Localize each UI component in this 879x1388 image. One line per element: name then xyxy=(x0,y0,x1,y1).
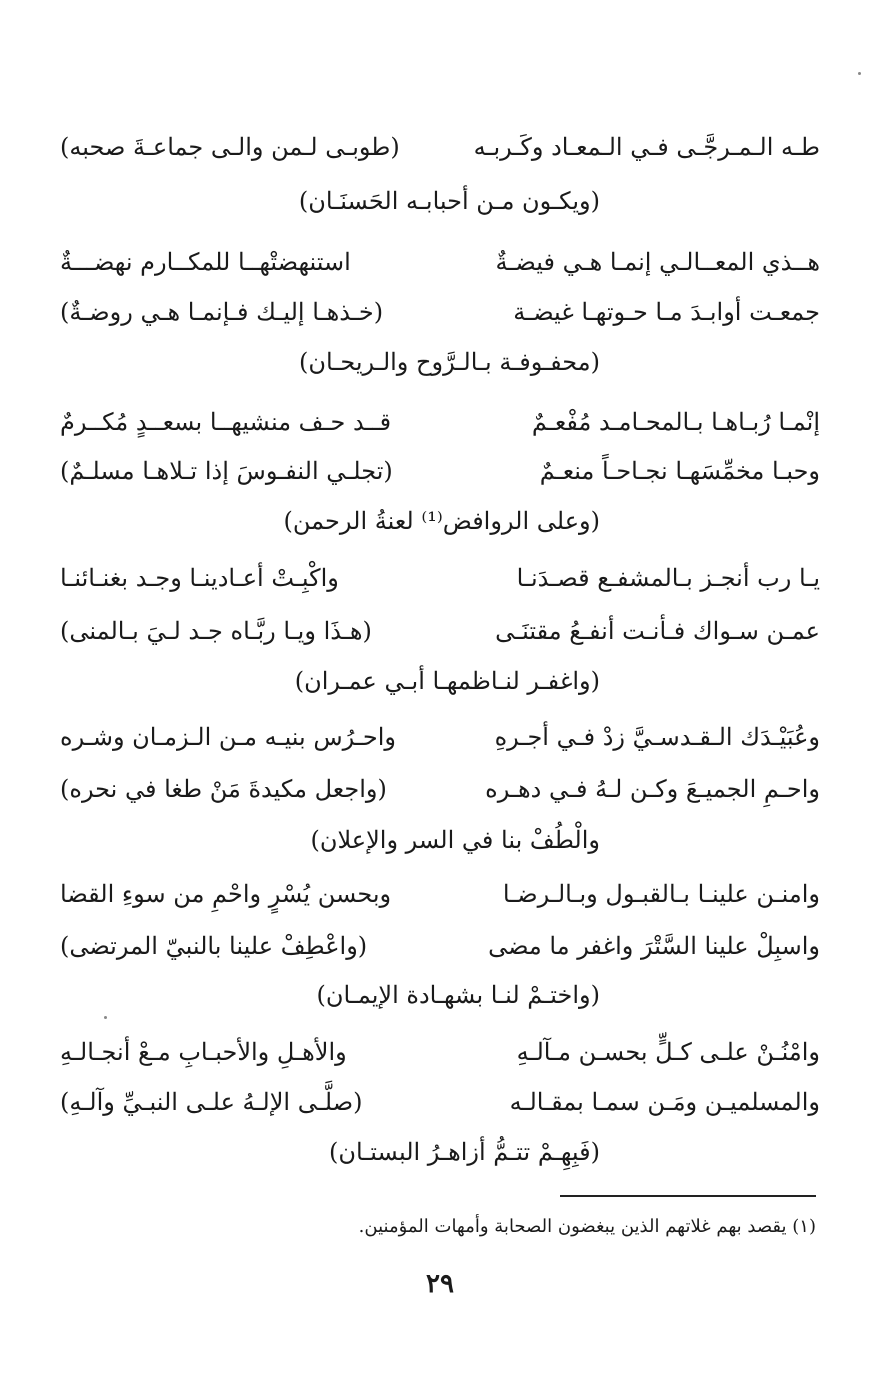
verse-first-hemistich: إنْمـا رُبـاهـا بـالمحـامـد مُفْعـمٌ xyxy=(531,408,820,436)
verse-first-hemistich: وامنـن علينـا بـالقبـول وبـالـرضـا xyxy=(502,880,820,908)
verse-second-hemistich: (واجعل مكيدةَ مَنْ طغا في نحره) xyxy=(60,775,387,803)
verse-first-hemistich: طـه الـمـرجَّـى فـي الـمعـاد وكَـربـه xyxy=(473,133,820,161)
stanza-refrain: (فَبِهِـمْ تتـمُّ أزاهـرُ البستـان) xyxy=(328,1138,600,1166)
verse-first-hemistich: واحـمِ الجميـعَ وكـن لـهُ فـي دهـره xyxy=(485,775,820,803)
verse-second-hemistich: (تجلـي النفـوسَ إذا تـلاهـا مسلـمٌ) xyxy=(60,457,393,485)
verse-first-hemistich: والمسلميـن ومَـن سمـا بمقـالـه xyxy=(509,1088,820,1116)
verse-second-hemistich: (طوبـى لـمن والـى جماعـةَ صحبه) xyxy=(60,133,400,161)
verse-second-hemistich: استنهضتْهــا للمكــارم نهضـــةٌ xyxy=(60,248,351,276)
verse-second-hemistich: قــد حـف منشيهــا بسعــدٍ مُكــرمٌ xyxy=(60,408,392,436)
scan-speck xyxy=(104,1016,107,1019)
verse-first-hemistich: وامْنُـنْ علـى كـلٍّ بحسـن مـآلـهِ xyxy=(516,1038,820,1066)
verse-line xyxy=(60,1077,820,1127)
stanza-refrain: (ويكـون مـن أحبابـه الحَسنَـان) xyxy=(298,187,600,215)
verse-line xyxy=(60,712,820,762)
scan-speck xyxy=(858,72,861,75)
stanza-refrain: (واغفـر لنـاظمهـا أبـي عمـران) xyxy=(294,667,600,695)
verse-first-hemistich: عمـن سـواك فـأنـت أنفـعُ مقتنَـى xyxy=(495,617,820,645)
verse-second-hemistich: واكْبِـتْ أعـادينـا وجـد بغنـائنـا xyxy=(60,564,339,592)
verse-line xyxy=(60,606,820,656)
stanza-refrain: (وعلى الروافض⁽¹⁾ لعنةُ الرحمن) xyxy=(283,507,600,535)
verse-line xyxy=(60,237,820,287)
stanza-refrain: والْطُفْ بنا في السر والإعلان) xyxy=(310,826,600,854)
verse-first-hemistich: يـا رب أنجـز بـالمشفـع قصـدَنـا xyxy=(516,564,820,592)
verse-line xyxy=(60,446,820,496)
footnote: (١) يقصد بهم غلاتهم الذين يبغضون الصحابة وأمهات المؤمنين. xyxy=(358,1216,816,1237)
verse-second-hemistich: (هـذَا ويـا ربَّـاه جـد لـيَ بـالمنى) xyxy=(60,617,372,645)
verse-line xyxy=(60,921,820,971)
verse-first-hemistich: جمعـت أوابـدَ مـا حـوتهـا غيضـة xyxy=(513,298,820,326)
verse-first-hemistich: هــذي المعــالـي إنمـا هـي فيضـةٌ xyxy=(495,248,820,276)
verse-second-hemistich: (خـذهـا إليـك فـإنمـا هـي روضـةٌ) xyxy=(60,298,384,326)
verse-second-hemistich: واحـرُس بنيـه مـن الـزمـان وشـره xyxy=(60,723,397,751)
verse-second-hemistich: (واعْطِفْ علينا بالنبيّ المرتضى) xyxy=(60,932,368,960)
verse-line xyxy=(60,764,820,814)
verse-line xyxy=(60,122,820,172)
footnote-separator xyxy=(560,1195,816,1197)
stanza-refrain: (واختـمْ لنـا بشهـادة الإيمـان) xyxy=(316,981,600,1009)
page-number: ٢٩ xyxy=(426,1269,454,1299)
verse-line xyxy=(60,287,820,337)
stanza-refrain: (محفـوفـة بـالـرَّوح والـريحـان) xyxy=(299,348,600,376)
verse-line xyxy=(60,869,820,919)
verse-line xyxy=(60,397,820,447)
verse-first-hemistich: واسبِلْ علينا السَّتْرَ واغفر ما مضى xyxy=(488,932,820,960)
verse-first-hemistich: وحبـا مخمِّسَهـا نجـاحـاً منعـمٌ xyxy=(539,457,820,485)
verse-first-hemistich: وعُبَيْـدَك الـقـدسـيَّ زدْ فـي أجـرهِ xyxy=(494,723,820,751)
verse-second-hemistich: وبحسن يُسْرٍ واحْمِ من سوءِ القضا xyxy=(60,880,392,908)
verse-line xyxy=(60,553,820,603)
verse-second-hemistich: (صلَّـى الإلـهُ علـى النبـيِّ وآلـهِ) xyxy=(60,1088,363,1116)
verse-second-hemistich: والأهـلِ والأحبـابِ مـعْ أنجـالـهِ xyxy=(60,1038,347,1066)
verse-line xyxy=(60,1027,820,1077)
